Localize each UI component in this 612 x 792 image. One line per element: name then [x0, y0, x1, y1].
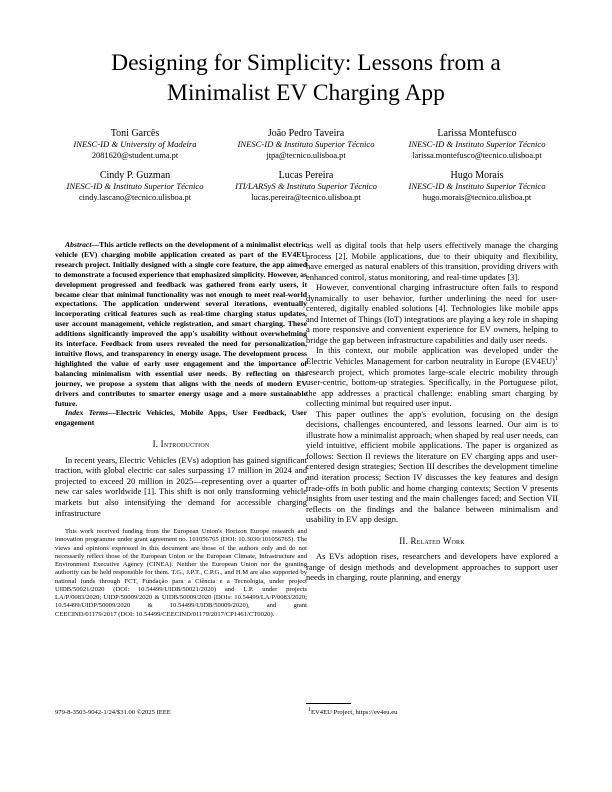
body-paragraph: [306, 345, 558, 408]
author-affiliation: INESC-ID & Instituto Superior Técnico: [408, 181, 546, 191]
title-line-2: Minimalist EV Charging App: [167, 80, 445, 106]
index-terms-text: —Electric Vehicles, Mobile Apps, User Feedback, User engagement: [55, 408, 308, 428]
author-email[interactable]: cindy.lascano@tecnico.ulisboa.pt: [78, 193, 192, 202]
abstract-text: —This article reflects on the development of a minimalist electric vehicle (EV) charging mobile application created as part of the EV4EU research project. Initially designed with a single core feature, the app aimed to demonstrate a focused experience that emphasized simplicity. However, as development progressed and feedback was gathered from early users, it became clear that minimal functionality was not enough to meet real-world expectations. The application underwent several iterations, eventually incorporating critical features such as real-time charging status updates, user account management, vehicle registration, and smart charging. These additions significantly improved the app's usability without overwhelming its interface. Feedback from users revealed the need for personalization, intuitive flows, and transparency in energy usage. The development process highlighted the value of early user engagement and the importance of balancing minimalism with essential user needs. By reflecting on this journey, we propose a system that aligns with the needs of modern EV drivers and contributes to smarter energy usage and a more sustainable future.: [55, 240, 307, 408]
author-affiliation: INESC-ID & Instituto Superior Técnico: [237, 139, 375, 149]
title-line-1: Designing for Simplicity: Lessons from a: [111, 50, 501, 76]
intro-paragraph: In recent years, Electric Vehicles (EVs) adoption has gained significant traction, with global electric car sales surpassing 17 million in 2024 and projected to exceed 20 million in 2025—representing over a quarter of new car sales worldwide [1]. This shift is not only transforming vehicle markets but also intensifying the demand for accessible charging infrastructure: [55, 454, 308, 518]
body-paragraph: This paper outlines the app's evolution, focusing on the design decisions, challenges encountered, and lessons learned. Our aim is to illustrate how a minimalist approach, when shaped by real user needs, can yield intuitive, efficient mobile applications. The paper is organized as follows: Section II reviews the literature on EV charging apps and user-centered design strategies; Section III describes the development timeline and iteration process; Section IV discusses the key features and design trade-offs in both public and home charging contexts; Section V presents insights from user testing and the main challenges faced; and Section VII reflects on the findings and the balance between minimalism and usability in EV app design.: [306, 408, 558, 525]
author-name: Hugo Morais: [450, 170, 504, 181]
index-terms-label: Index Terms: [65, 408, 108, 418]
ev4eu-footnote: [308, 706, 398, 716]
author-card: [221, 128, 391, 161]
left-column: [55, 240, 307, 619]
funding-footnote: [55, 528, 307, 619]
author-name: Cindy P. Guzman: [99, 170, 171, 181]
author-affiliation: INESC-ID & University of Madeira: [73, 139, 197, 149]
author-email[interactable]: lucas.pereira@tecnico.ulisboa.pt: [251, 193, 361, 202]
author-name: João Pedro Taveira: [267, 128, 345, 139]
author-card: [221, 170, 391, 203]
author-card: [50, 170, 220, 203]
abstract-label: Abstract: [65, 240, 92, 249]
footnote-ref[interactable]: 1: [555, 356, 558, 363]
paper-title: [0, 48, 612, 108]
body-paragraph: However, conventional charging infrastructure often fails to respond dynamically to user behavior, further underlining the need for user-centered, digitally enabled solutions [4]. Technologies like mobile apps and Internet of Things (IoT) integrations are playing a key role in shaping a more responsive and convenient experience for EV owners, helping to bridge the gap between infrastructure capabilities and daily user needs.: [306, 282, 558, 345]
author-name: Lucas Pereira: [278, 170, 334, 181]
ev4eu-footnote-text[interactable]: EV4EU Project, https://ev4eu.eu: [311, 709, 398, 716]
footnote-mark: 1: [308, 706, 311, 713]
section-heading-related-work: II. Related Work: [399, 535, 465, 546]
copyright-notice: 979-8-3503-9042-1/24/$31.00 ©2025 IEEE: [55, 709, 171, 716]
paragraph-text: In this context, our mobile application was developed under the Electric Vehicles Management for carbon neutrality in Europe (EV4EU): [306, 345, 558, 367]
author-email[interactable]: larissa.montefusco@tecnico.ulisboa.pt: [412, 151, 542, 160]
body-paragraph: as well as digital tools that help users effectively manage the charging process [2]. Mobile applications, due to their ubiquity and flexibility, have emerged as natural enablers of this transition, providing drivers with enhanced control, status monitoring, and real-time updates [3].: [306, 240, 558, 282]
author-name: Toni Garcês: [110, 128, 160, 139]
paragraph-text: research project, which promotes large-scale electric mobility through user-centric, bottom-up strategies. Specifically, in the Portuguese pilot, the app addresses a practical challenge: enabling smart charging by collecting minimal but required user input.: [306, 366, 558, 409]
author-affiliation: INESC-ID & Instituto Superior Técnico: [408, 139, 546, 149]
author-card: [392, 170, 562, 203]
author-card: [392, 128, 562, 161]
footnote-divider: [306, 703, 351, 704]
author-card: [50, 128, 220, 161]
section-heading-introduction: I. Introduction: [152, 439, 210, 450]
author-email[interactable]: hugo.morais@tecnico.ulisboa.pt: [422, 193, 532, 202]
abstract: [55, 240, 307, 428]
author-affiliation: ITI/LARSyS & Instituto Superior Técnico: [235, 181, 377, 191]
funding-text: This work received funding from the European Union's Horizon Europe research and innovation programme under grant agreement no. 101056765 (DOI: 10.3030/101056765). The views and opinions expressed in this document are those of the authors only and do not necessarily reflect those of the European Union or the European Climate, Infrastructure and Environment Executive Agency (CINEA). Neither the European Union nor the granting authority can be held responsible for them. T.G., J.P.T., C.P.G., and H.M are also supported by national funds through FCT, Fundação para a Ciência e a Tecnologia, under project UIDB/50021/2020 (DOI: 10.54499/UIDB/50021/2020) and L.P. under projects LA/P/0083/2020; UIDP/50009/2020 & UIDB/50009/2020 (DOIs: 10.54499/LA/P/0083/2020; 10.54499/UIDP/50009/2020 & 10.54499/UIDB/50009/2020), and grant CEECIND/01179/2017 (DOI: 10.54499/CEECIND/01179/2017/CP1461/CT0020).: [55, 528, 307, 618]
author-email[interactable]: 2081620@student.uma.pt: [91, 151, 179, 160]
body-paragraph: As EVs adoption rises, researchers and developers have explored a range of design methods and development approaches to support user needs in charging, route planning, and energy: [306, 551, 558, 583]
author-name: Larissa Montefusco: [437, 128, 517, 139]
author-affiliation: INESC-ID & Instituto Superior Técnico: [66, 181, 204, 191]
right-column: [306, 240, 558, 583]
author-email[interactable]: jtpa@tecnico.ulisboa.pt: [266, 151, 346, 160]
